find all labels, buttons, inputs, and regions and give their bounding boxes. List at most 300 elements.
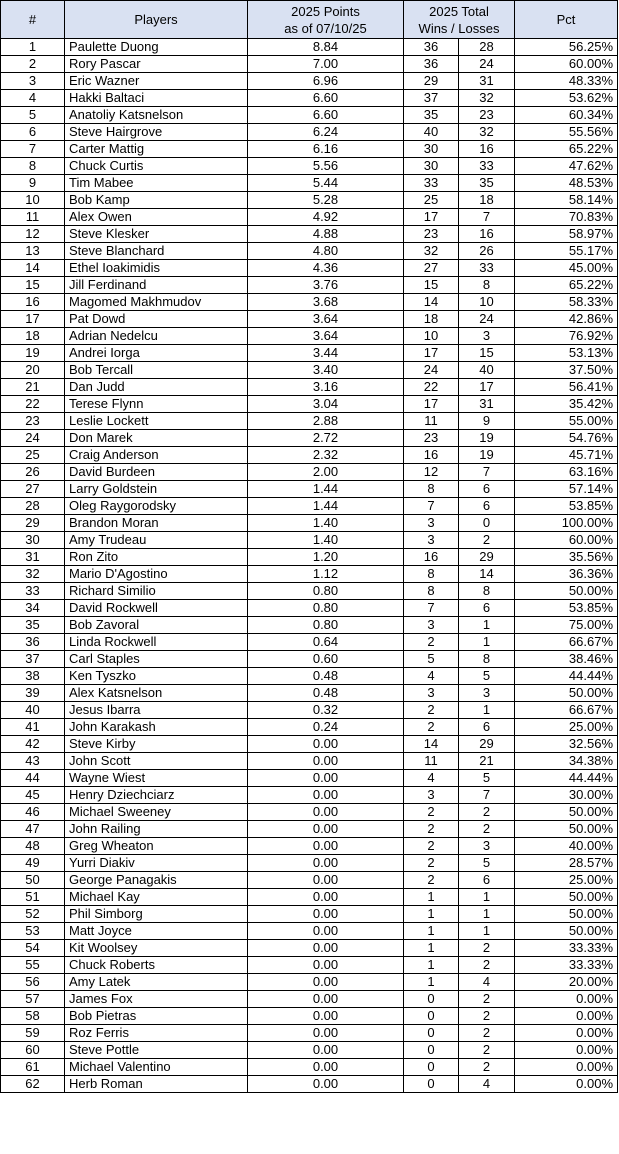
points-cell: 0.00 [248, 940, 404, 957]
losses-cell: 17 [459, 379, 515, 396]
table-row [1, 719, 618, 736]
wins-cell: 8 [404, 566, 459, 583]
wins-cell: 2 [404, 634, 459, 651]
player-name-cell: Linda Rockwell [65, 634, 248, 651]
rank-cell: 42 [1, 736, 65, 753]
table-row [1, 56, 618, 73]
losses-cell: 21 [459, 753, 515, 770]
player-name-cell: Steve Blanchard [65, 243, 248, 260]
losses-cell: 1 [459, 634, 515, 651]
rank-cell: 16 [1, 294, 65, 311]
wins-cell: 23 [404, 226, 459, 243]
points-cell: 6.24 [248, 124, 404, 141]
player-name-cell: Jill Ferdinand [65, 277, 248, 294]
wins-cell: 36 [404, 39, 459, 56]
losses-cell: 0 [459, 515, 515, 532]
losses-cell: 1 [459, 617, 515, 634]
losses-cell: 2 [459, 532, 515, 549]
table-row [1, 889, 618, 906]
losses-cell: 29 [459, 549, 515, 566]
rank-cell: 22 [1, 396, 65, 413]
losses-cell: 5 [459, 668, 515, 685]
pct-cell: 50.00% [515, 923, 618, 940]
pct-cell: 0.00% [515, 1008, 618, 1025]
player-name-cell: Pat Dowd [65, 311, 248, 328]
pct-cell: 36.36% [515, 566, 618, 583]
table-row [1, 294, 618, 311]
losses-cell: 31 [459, 396, 515, 413]
wins-cell: 3 [404, 617, 459, 634]
table-row [1, 753, 618, 770]
pct-cell: 50.00% [515, 821, 618, 838]
losses-cell: 7 [459, 464, 515, 481]
wins-cell: 18 [404, 311, 459, 328]
points-cell: 0.80 [248, 600, 404, 617]
points-cell: 1.44 [248, 498, 404, 515]
wins-cell: 10 [404, 328, 459, 345]
losses-cell: 4 [459, 1076, 515, 1093]
rank-cell: 58 [1, 1008, 65, 1025]
pct-cell: 55.17% [515, 243, 618, 260]
points-cell: 0.00 [248, 787, 404, 804]
pct-cell: 60.34% [515, 107, 618, 124]
wins-cell: 7 [404, 498, 459, 515]
losses-cell: 2 [459, 991, 515, 1008]
rank-cell: 7 [1, 141, 65, 158]
table-row [1, 379, 618, 396]
player-name-cell: Chuck Curtis [65, 158, 248, 175]
losses-cell: 2 [459, 1059, 515, 1076]
table-row [1, 838, 618, 855]
points-cell: 0.00 [248, 1059, 404, 1076]
points-cell: 3.76 [248, 277, 404, 294]
points-cell: 0.00 [248, 770, 404, 787]
wins-cell: 11 [404, 753, 459, 770]
wins-cell: 30 [404, 158, 459, 175]
table-row [1, 702, 618, 719]
table-row [1, 430, 618, 447]
player-name-cell: Andrei Iorga [65, 345, 248, 362]
rank-cell: 3 [1, 73, 65, 90]
losses-cell: 35 [459, 175, 515, 192]
wins-cell: 5 [404, 651, 459, 668]
pct-cell: 70.83% [515, 209, 618, 226]
rank-cell: 50 [1, 872, 65, 889]
points-cell: 6.96 [248, 73, 404, 90]
player-name-cell: David Burdeen [65, 464, 248, 481]
wins-cell: 33 [404, 175, 459, 192]
pct-cell: 44.44% [515, 668, 618, 685]
player-name-cell: David Rockwell [65, 600, 248, 617]
table-row [1, 549, 618, 566]
pct-cell: 33.33% [515, 957, 618, 974]
table-row [1, 107, 618, 124]
wins-cell: 0 [404, 1025, 459, 1042]
wins-cell: 12 [404, 464, 459, 481]
wins-cell: 2 [404, 855, 459, 872]
table-row [1, 583, 618, 600]
points-cell: 0.00 [248, 1025, 404, 1042]
wins-cell: 0 [404, 1008, 459, 1025]
wins-cell: 1 [404, 957, 459, 974]
wins-cell: 2 [404, 821, 459, 838]
player-name-cell: Amy Latek [65, 974, 248, 991]
player-name-cell: Oleg Raygorodsky [65, 498, 248, 515]
table-row [1, 736, 618, 753]
losses-cell: 18 [459, 192, 515, 209]
pct-cell: 48.53% [515, 175, 618, 192]
pct-cell: 57.14% [515, 481, 618, 498]
losses-cell: 2 [459, 1042, 515, 1059]
wins-cell: 1 [404, 974, 459, 991]
table-row [1, 940, 618, 957]
player-name-cell: Leslie Lockett [65, 413, 248, 430]
wins-cell: 8 [404, 583, 459, 600]
player-name-cell: Chuck Roberts [65, 957, 248, 974]
pct-cell: 53.13% [515, 345, 618, 362]
pct-cell: 50.00% [515, 685, 618, 702]
table-row [1, 90, 618, 107]
player-name-cell: Amy Trudeau [65, 532, 248, 549]
player-name-cell: Carl Staples [65, 651, 248, 668]
rank-cell: 55 [1, 957, 65, 974]
losses-cell: 1 [459, 889, 515, 906]
points-cell: 1.12 [248, 566, 404, 583]
points-cell: 0.00 [248, 821, 404, 838]
table-row [1, 447, 618, 464]
table-row [1, 498, 618, 515]
pct-cell: 0.00% [515, 1076, 618, 1093]
table-row [1, 685, 618, 702]
points-cell: 1.20 [248, 549, 404, 566]
pct-cell: 55.00% [515, 413, 618, 430]
losses-cell: 2 [459, 1008, 515, 1025]
losses-cell: 24 [459, 311, 515, 328]
losses-cell: 2 [459, 1025, 515, 1042]
rank-cell: 13 [1, 243, 65, 260]
table-row [1, 923, 618, 940]
wins-cell: 3 [404, 515, 459, 532]
player-name-cell: Brandon Moran [65, 515, 248, 532]
pct-cell: 58.14% [515, 192, 618, 209]
points-cell: 0.48 [248, 668, 404, 685]
table-row [1, 311, 618, 328]
losses-cell: 10 [459, 294, 515, 311]
header-pct: Pct [515, 1, 618, 39]
losses-cell: 19 [459, 447, 515, 464]
wins-cell: 0 [404, 1059, 459, 1076]
pct-cell: 37.50% [515, 362, 618, 379]
table-row [1, 209, 618, 226]
table-row [1, 668, 618, 685]
pct-cell: 65.22% [515, 277, 618, 294]
rank-cell: 62 [1, 1076, 65, 1093]
rank-cell: 18 [1, 328, 65, 345]
pct-cell: 53.62% [515, 90, 618, 107]
rank-cell: 59 [1, 1025, 65, 1042]
wins-cell: 35 [404, 107, 459, 124]
table-row [1, 413, 618, 430]
player-name-cell: Yurri Diakiv [65, 855, 248, 872]
wins-cell: 27 [404, 260, 459, 277]
player-name-cell: Henry Dziechciarz [65, 787, 248, 804]
losses-cell: 8 [459, 583, 515, 600]
header-points-line1: 2025 Points [291, 3, 360, 19]
table-row [1, 1042, 618, 1059]
player-name-cell: Alex Owen [65, 209, 248, 226]
wins-cell: 2 [404, 719, 459, 736]
table-row [1, 328, 618, 345]
pct-cell: 54.76% [515, 430, 618, 447]
pct-cell: 50.00% [515, 906, 618, 923]
wins-cell: 4 [404, 668, 459, 685]
points-cell: 5.44 [248, 175, 404, 192]
player-name-cell: Alex Katsnelson [65, 685, 248, 702]
player-name-cell: Herb Roman [65, 1076, 248, 1093]
pct-cell: 34.38% [515, 753, 618, 770]
points-cell: 3.04 [248, 396, 404, 413]
player-name-cell: John Scott [65, 753, 248, 770]
points-cell: 3.16 [248, 379, 404, 396]
losses-cell: 33 [459, 260, 515, 277]
rank-cell: 24 [1, 430, 65, 447]
rank-cell: 30 [1, 532, 65, 549]
rank-cell: 49 [1, 855, 65, 872]
rank-cell: 29 [1, 515, 65, 532]
points-cell: 4.36 [248, 260, 404, 277]
rank-cell: 10 [1, 192, 65, 209]
wins-cell: 40 [404, 124, 459, 141]
losses-cell: 9 [459, 413, 515, 430]
player-name-cell: Terese Flynn [65, 396, 248, 413]
table-row [1, 1008, 618, 1025]
losses-cell: 8 [459, 651, 515, 668]
losses-cell: 32 [459, 124, 515, 141]
table-row [1, 277, 618, 294]
pct-cell: 47.62% [515, 158, 618, 175]
pct-cell: 40.00% [515, 838, 618, 855]
table-row [1, 991, 618, 1008]
wins-cell: 1 [404, 923, 459, 940]
player-name-cell: Dan Judd [65, 379, 248, 396]
player-name-cell: Carter Mattig [65, 141, 248, 158]
player-name-cell: Steve Pottle [65, 1042, 248, 1059]
player-name-cell: Bob Pietras [65, 1008, 248, 1025]
points-cell: 2.72 [248, 430, 404, 447]
points-cell: 3.64 [248, 328, 404, 345]
wins-cell: 8 [404, 481, 459, 498]
points-cell: 0.80 [248, 583, 404, 600]
rank-cell: 61 [1, 1059, 65, 1076]
pct-cell: 60.00% [515, 56, 618, 73]
rank-cell: 44 [1, 770, 65, 787]
player-name-cell: Tim Mabee [65, 175, 248, 192]
points-cell: 0.00 [248, 1042, 404, 1059]
table-row [1, 515, 618, 532]
rank-cell: 32 [1, 566, 65, 583]
points-cell: 0.00 [248, 855, 404, 872]
losses-cell: 5 [459, 770, 515, 787]
points-cell: 0.24 [248, 719, 404, 736]
points-cell: 3.68 [248, 294, 404, 311]
rank-cell: 25 [1, 447, 65, 464]
points-cell: 1.40 [248, 532, 404, 549]
player-name-cell: Michael Kay [65, 889, 248, 906]
points-cell: 0.48 [248, 685, 404, 702]
losses-cell: 6 [459, 498, 515, 515]
player-name-cell: John Railing [65, 821, 248, 838]
pct-cell: 66.67% [515, 634, 618, 651]
table-row [1, 821, 618, 838]
points-cell: 0.00 [248, 974, 404, 991]
wins-cell: 23 [404, 430, 459, 447]
losses-cell: 6 [459, 481, 515, 498]
rank-cell: 36 [1, 634, 65, 651]
table-row [1, 770, 618, 787]
pct-cell: 58.33% [515, 294, 618, 311]
pct-cell: 76.92% [515, 328, 618, 345]
losses-cell: 1 [459, 906, 515, 923]
points-cell: 0.00 [248, 753, 404, 770]
table-row [1, 1076, 618, 1093]
rank-cell: 47 [1, 821, 65, 838]
rank-cell: 8 [1, 158, 65, 175]
player-name-cell: Paulette Duong [65, 39, 248, 56]
pct-cell: 58.97% [515, 226, 618, 243]
rank-cell: 31 [1, 549, 65, 566]
player-name-cell: Eric Wazner [65, 73, 248, 90]
player-name-cell: Bob Zavoral [65, 617, 248, 634]
player-name-cell: Rory Pascar [65, 56, 248, 73]
losses-cell: 2 [459, 940, 515, 957]
header-record-line1: 2025 Total [429, 3, 489, 19]
losses-cell: 1 [459, 923, 515, 940]
table-row [1, 396, 618, 413]
points-cell: 7.00 [248, 56, 404, 73]
table-row [1, 260, 618, 277]
wins-cell: 1 [404, 889, 459, 906]
losses-cell: 28 [459, 39, 515, 56]
table-row [1, 1025, 618, 1042]
losses-cell: 14 [459, 566, 515, 583]
player-name-cell: Magomed Makhmudov [65, 294, 248, 311]
pct-cell: 25.00% [515, 872, 618, 889]
rank-cell: 46 [1, 804, 65, 821]
wins-cell: 4 [404, 770, 459, 787]
points-cell: 0.00 [248, 804, 404, 821]
points-cell: 3.64 [248, 311, 404, 328]
player-name-cell: Steve Kirby [65, 736, 248, 753]
points-cell: 0.00 [248, 872, 404, 889]
rank-cell: 28 [1, 498, 65, 515]
player-name-cell: Ethel Ioakimidis [65, 260, 248, 277]
wins-cell: 2 [404, 872, 459, 889]
rank-cell: 20 [1, 362, 65, 379]
pct-cell: 75.00% [515, 617, 618, 634]
points-cell: 4.80 [248, 243, 404, 260]
rank-cell: 40 [1, 702, 65, 719]
wins-cell: 2 [404, 838, 459, 855]
wins-cell: 15 [404, 277, 459, 294]
wins-cell: 24 [404, 362, 459, 379]
header-row [1, 1, 618, 39]
losses-cell: 3 [459, 328, 515, 345]
pct-cell: 25.00% [515, 719, 618, 736]
losses-cell: 16 [459, 141, 515, 158]
points-cell: 2.88 [248, 413, 404, 430]
rank-cell: 39 [1, 685, 65, 702]
points-cell: 2.00 [248, 464, 404, 481]
points-cell: 0.00 [248, 957, 404, 974]
player-name-cell: Ron Zito [65, 549, 248, 566]
wins-cell: 2 [404, 804, 459, 821]
losses-cell: 2 [459, 804, 515, 821]
losses-cell: 40 [459, 362, 515, 379]
header-record-line2: Wins / Losses [418, 20, 500, 36]
wins-cell: 22 [404, 379, 459, 396]
pct-cell: 55.56% [515, 124, 618, 141]
player-name-cell: Bob Kamp [65, 192, 248, 209]
losses-cell: 6 [459, 719, 515, 736]
table-row [1, 192, 618, 209]
pct-cell: 66.67% [515, 702, 618, 719]
pct-cell: 30.00% [515, 787, 618, 804]
losses-cell: 29 [459, 736, 515, 753]
wins-cell: 2 [404, 702, 459, 719]
table-header [1, 1, 618, 39]
rank-cell: 45 [1, 787, 65, 804]
losses-cell: 3 [459, 685, 515, 702]
losses-cell: 7 [459, 787, 515, 804]
wins-cell: 0 [404, 991, 459, 1008]
points-cell: 3.40 [248, 362, 404, 379]
wins-cell: 25 [404, 192, 459, 209]
table-row [1, 957, 618, 974]
wins-cell: 16 [404, 447, 459, 464]
pct-cell: 0.00% [515, 1059, 618, 1076]
player-name-cell: Michael Valentino [65, 1059, 248, 1076]
points-cell: 5.56 [248, 158, 404, 175]
rank-cell: 54 [1, 940, 65, 957]
pct-cell: 35.56% [515, 549, 618, 566]
losses-cell: 16 [459, 226, 515, 243]
pct-cell: 60.00% [515, 532, 618, 549]
rank-cell: 27 [1, 481, 65, 498]
rank-cell: 35 [1, 617, 65, 634]
pct-cell: 50.00% [515, 804, 618, 821]
losses-cell: 32 [459, 90, 515, 107]
pct-cell: 42.86% [515, 311, 618, 328]
points-cell: 1.40 [248, 515, 404, 532]
pct-cell: 45.71% [515, 447, 618, 464]
player-name-cell: Wayne Wiest [65, 770, 248, 787]
points-cell: 0.64 [248, 634, 404, 651]
rank-cell: 52 [1, 906, 65, 923]
pct-cell: 0.00% [515, 1025, 618, 1042]
table-row [1, 566, 618, 583]
wins-cell: 0 [404, 1076, 459, 1093]
wins-cell: 3 [404, 685, 459, 702]
rank-cell: 11 [1, 209, 65, 226]
rank-cell: 12 [1, 226, 65, 243]
player-name-cell: Hakki Baltaci [65, 90, 248, 107]
table-row [1, 872, 618, 889]
player-name-cell: Richard Similio [65, 583, 248, 600]
pct-cell: 56.41% [515, 379, 618, 396]
header-points [248, 1, 404, 39]
pct-cell: 50.00% [515, 583, 618, 600]
table-row [1, 124, 618, 141]
